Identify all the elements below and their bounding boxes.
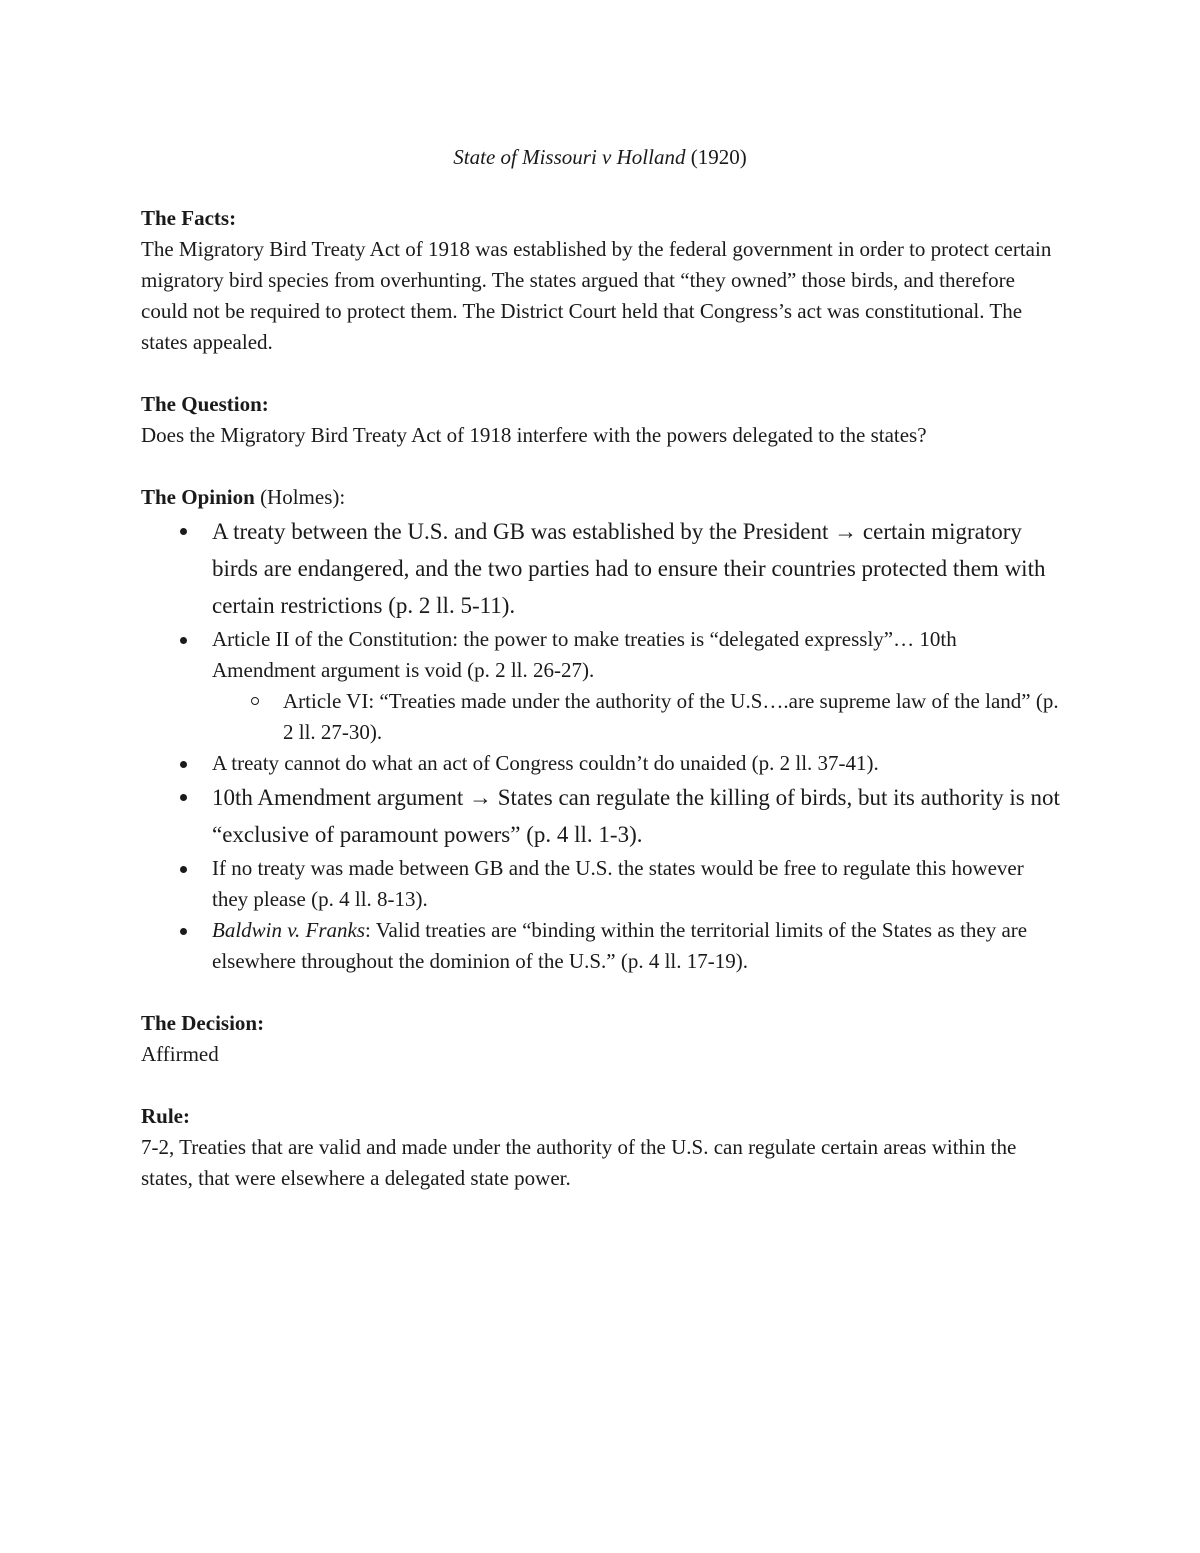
question-text: Does the Migratory Bird Treaty Act of 1918 interfere with the powers delegated to the states? [141, 423, 927, 447]
decision-section [141, 1008, 1061, 1070]
opinion-section [141, 482, 1061, 977]
list-item: If no treaty was made between GB and the U.S. the states would be free to regulate this however they please (p. 4 ll. 8-13). [212, 853, 1061, 915]
case-name: State of Missouri v Holland [453, 145, 686, 169]
list-item-text: Article II of the Constitution: the power to make treaties is “delegated expressly”… 10th Amendment argument is void (p. 2 ll. 26-27). [212, 627, 957, 682]
rule-section [141, 1101, 1061, 1194]
list-item: A treaty between the U.S. and GB was established by the President → certain migratory birds are endangered, and the two parties had to ensure their countries protected them with certain restrictions (p. 2 ll. 5-11). [212, 513, 1061, 624]
facts-section [141, 203, 1061, 358]
facts-heading: The Facts: [141, 206, 237, 230]
opinion-heading-line [141, 482, 1061, 513]
sub-list-item: Article VI: “Treaties made under the authority of the U.S….are supreme law of the land” (p. 2 ll. 27-30). [283, 686, 1061, 748]
question-section [141, 389, 1061, 451]
document-title [0, 142, 1200, 173]
question-heading: The Question: [141, 392, 269, 416]
facts-text: The Migratory Bird Treaty Act of 1918 was established by the federal government in order to protect certain migratory bird species from overhunting. The states argued that “they owned” those birds, and therefore could not be required to protect them. The District Court held that Congress’s act was constitutional. The states appealed. [141, 237, 1052, 354]
list-item: 10th Amendment argument → States can regulate the killing of birds, but its authority is not “exclusive of paramount powers” (p. 4 ll. 1-3). [212, 779, 1061, 853]
rule-text: 7-2, Treaties that are valid and made under the authority of the U.S. can regulate certain areas within the states, that were elsewhere a delegated state power. [141, 1135, 1017, 1190]
document-body [141, 203, 1061, 1194]
opinion-heading: The Opinion [141, 485, 255, 509]
sub-bullet-list [212, 686, 1061, 748]
list-item [212, 915, 1061, 977]
list-item-text: : Valid treaties are “binding within the territorial limits of the States as they are elsewhere throughout the dominion of the U.S.” (p. 4 ll. 17-19). [212, 918, 1028, 973]
list-item [212, 624, 1061, 748]
cited-case: Baldwin v. Franks [212, 918, 366, 942]
opinion-bullet-list [141, 513, 1061, 977]
decision-heading: The Decision: [141, 1011, 265, 1035]
opinion-author: (Holmes): [254, 485, 346, 509]
list-item: A treaty cannot do what an act of Congress couldn’t do unaided (p. 2 ll. 37-41). [212, 748, 1061, 779]
case-year: (1920) [685, 145, 747, 169]
rule-heading: Rule: [141, 1104, 190, 1128]
decision-text: Affirmed [141, 1042, 219, 1066]
